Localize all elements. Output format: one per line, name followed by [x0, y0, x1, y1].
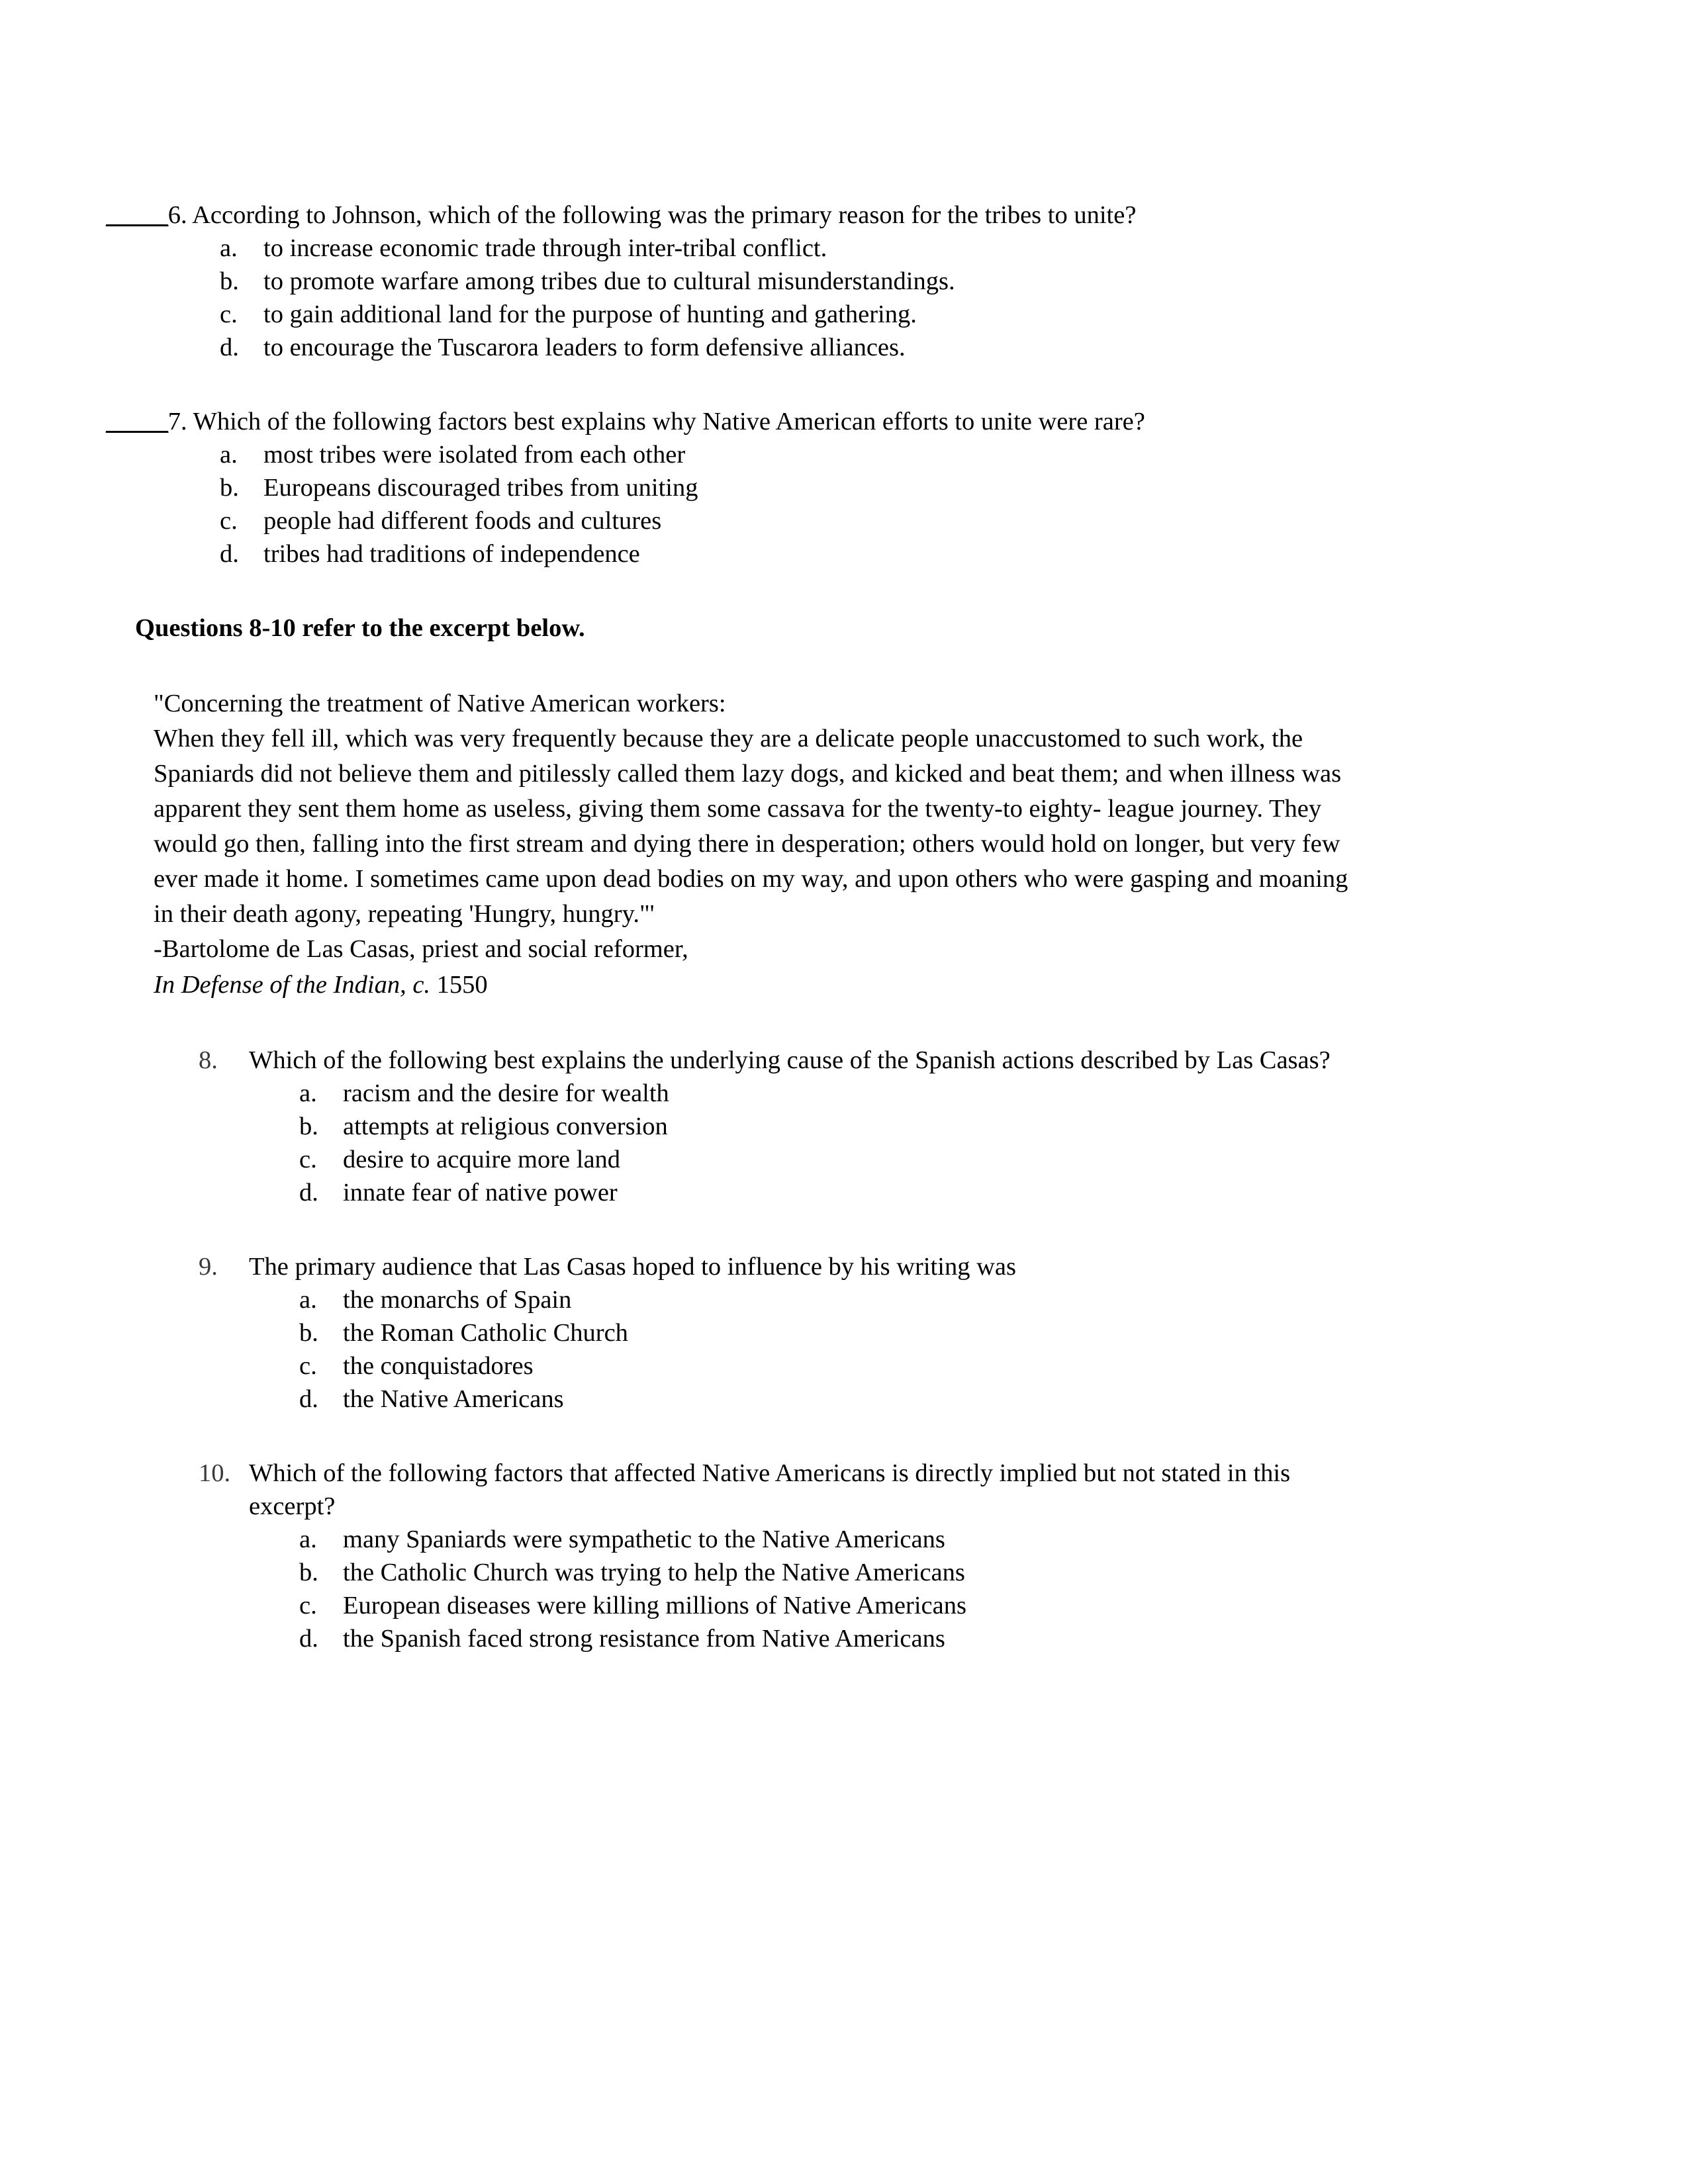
option-item[interactable]	[220, 471, 1350, 504]
citation-year-value: 1550	[436, 970, 488, 999]
question-stem-text: The primary audience that Las Casas hoped to influence by his writing was	[249, 1252, 1016, 1281]
option-marker: d.	[220, 540, 239, 569]
option-item[interactable]	[299, 1316, 1350, 1349]
option-item[interactable]	[220, 537, 1350, 570]
option-marker: d.	[299, 1178, 318, 1206]
option-marker: c.	[220, 300, 238, 329]
question-7-stem-text: 7. Which of the following factors best explains why Native American efforts to unite were rare?	[167, 408, 1145, 436]
option-item[interactable]	[299, 1176, 1350, 1209]
answer-blank-7[interactable]: _____	[106, 408, 168, 436]
option-item[interactable]	[220, 331, 1350, 364]
option-text: attempts at religious conversion	[343, 1112, 668, 1140]
option-marker: b.	[299, 1559, 318, 1587]
option-item[interactable]	[299, 1110, 1350, 1143]
option-text: the Native Americans	[343, 1385, 564, 1414]
spacer	[106, 1003, 1350, 1044]
option-marker: a.	[299, 1079, 317, 1107]
citation-year	[430, 971, 437, 999]
option-item[interactable]	[299, 1283, 1350, 1316]
spacer	[106, 364, 1350, 405]
question-9-options	[299, 1283, 1350, 1416]
option-text: to increase economic trade through inter-tribal conflict.	[263, 234, 827, 263]
option-marker: a.	[299, 1525, 317, 1554]
question-9	[106, 1250, 1350, 1416]
option-text: the Spanish faced strong resistance from Native Americans	[343, 1625, 945, 1653]
section-heading: Questions 8-10 refer to the excerpt below.	[135, 614, 585, 643]
option-item[interactable]	[220, 438, 1350, 471]
question-8-options	[299, 1077, 1350, 1209]
spacer	[106, 1209, 1350, 1250]
option-marker: c.	[220, 507, 238, 535]
option-text: to encourage the Tuscarora leaders to form defensive alliances.	[263, 334, 906, 362]
spacer	[106, 1416, 1350, 1457]
option-text: many Spaniards were sympathetic to the Native Americans	[343, 1525, 945, 1554]
option-text: innate fear of native power	[343, 1178, 618, 1206]
question-10-options	[299, 1523, 1350, 1655]
option-item[interactable]	[299, 1556, 1350, 1589]
question-10-stem	[199, 1457, 1350, 1523]
excerpt-citation	[154, 968, 1350, 1003]
excerpt-line: When they fell ill, which was very frequently because they are a delicate people unaccustomed to such work, the Spaniards did not believe them and pitilessly called them lazy dogs, and kicked and beat them; and when illness was apparent they sent them home as useless, giving them some cassava for the twenty-to eighty- league journey. They would go then, falling into the first stream and dying there in desperation; others would hold on longer, but very few ever made it home. I sometimes came upon dead bodies on my way, and upon others who were gasping and moaning in their death agony, repeating 'Hungry, hungry."'	[154, 724, 1355, 929]
option-item[interactable]	[220, 298, 1350, 331]
option-text: most tribes were isolated from each other	[263, 441, 686, 469]
option-marker: b.	[220, 267, 239, 296]
excerpt-line: "Concerning the treatment of Native American workers:	[154, 689, 726, 717]
question-7-stem	[106, 405, 1350, 438]
spacer	[106, 570, 1350, 612]
option-text: the conquistadores	[343, 1352, 534, 1381]
option-item[interactable]	[299, 1383, 1350, 1416]
question-6-stem	[106, 199, 1350, 232]
option-item[interactable]	[220, 232, 1350, 265]
question-number: 10.	[199, 1459, 231, 1488]
option-item[interactable]	[299, 1622, 1350, 1655]
option-marker: a.	[299, 1285, 317, 1314]
option-marker: d.	[299, 1385, 318, 1414]
option-item[interactable]	[299, 1589, 1350, 1622]
question-7-options	[220, 438, 1350, 570]
option-text: desire to acquire more land	[343, 1145, 621, 1173]
question-6-options	[220, 232, 1350, 364]
option-item[interactable]	[299, 1077, 1350, 1110]
answer-blank-6[interactable]: _____	[106, 201, 168, 229]
option-item[interactable]	[299, 1143, 1350, 1176]
question-8	[106, 1044, 1350, 1209]
option-text: the Roman Catholic Church	[343, 1318, 628, 1347]
option-marker: c.	[299, 1592, 317, 1620]
option-item[interactable]	[220, 265, 1350, 298]
question-8-stem	[199, 1044, 1350, 1077]
question-number: 9.	[199, 1252, 218, 1281]
option-item[interactable]	[220, 504, 1350, 537]
option-item[interactable]	[299, 1523, 1350, 1556]
question-stem-text: Which of the following best explains the underlying cause of the Spanish actions described by Las Casas?	[249, 1046, 1331, 1074]
option-text: to gain additional land for the purpose of hunting and gathering.	[263, 300, 917, 329]
question-number: 8.	[199, 1046, 218, 1074]
question-10	[106, 1457, 1350, 1655]
option-text: people had different foods and cultures	[263, 507, 662, 535]
spacer	[106, 645, 1350, 686]
option-text: European diseases were killing millions of Native Americans	[343, 1592, 966, 1620]
question-9-stem	[199, 1250, 1350, 1283]
option-marker: c.	[299, 1352, 317, 1381]
excerpt-block	[106, 686, 1355, 1003]
option-marker: a.	[220, 234, 238, 263]
option-text: to promote warfare among tribes due to cultural misunderstandings.	[263, 267, 955, 296]
option-item[interactable]	[299, 1349, 1350, 1383]
option-marker: b.	[299, 1112, 318, 1140]
option-text: the monarchs of Spain	[343, 1285, 572, 1314]
question-6-stem-text: 6. According to Johnson, which of the following was the primary reason for the tribes to unite?	[167, 201, 1137, 229]
option-marker: d.	[220, 334, 239, 362]
option-text: tribes had traditions of independence	[263, 540, 640, 569]
citation-title: In Defense of the Indian, c.	[154, 970, 431, 999]
excerpt-attribution: -Bartolome de Las Casas, priest and social reformer,	[154, 935, 688, 964]
option-marker: b.	[299, 1318, 318, 1347]
question-stem-text: Which of the following factors that affected Native Americans is directly implied but not stated in this excerpt?	[249, 1459, 1291, 1521]
option-text: Europeans discouraged tribes from uniting	[263, 474, 698, 502]
option-text: the Catholic Church was trying to help the Native Americans	[343, 1559, 965, 1587]
option-marker: a.	[220, 441, 238, 469]
option-text: racism and the desire for wealth	[343, 1079, 669, 1107]
option-marker: c.	[299, 1145, 317, 1173]
option-marker: b.	[220, 474, 239, 502]
document-body	[106, 199, 1355, 1655]
option-marker: d.	[299, 1625, 318, 1653]
